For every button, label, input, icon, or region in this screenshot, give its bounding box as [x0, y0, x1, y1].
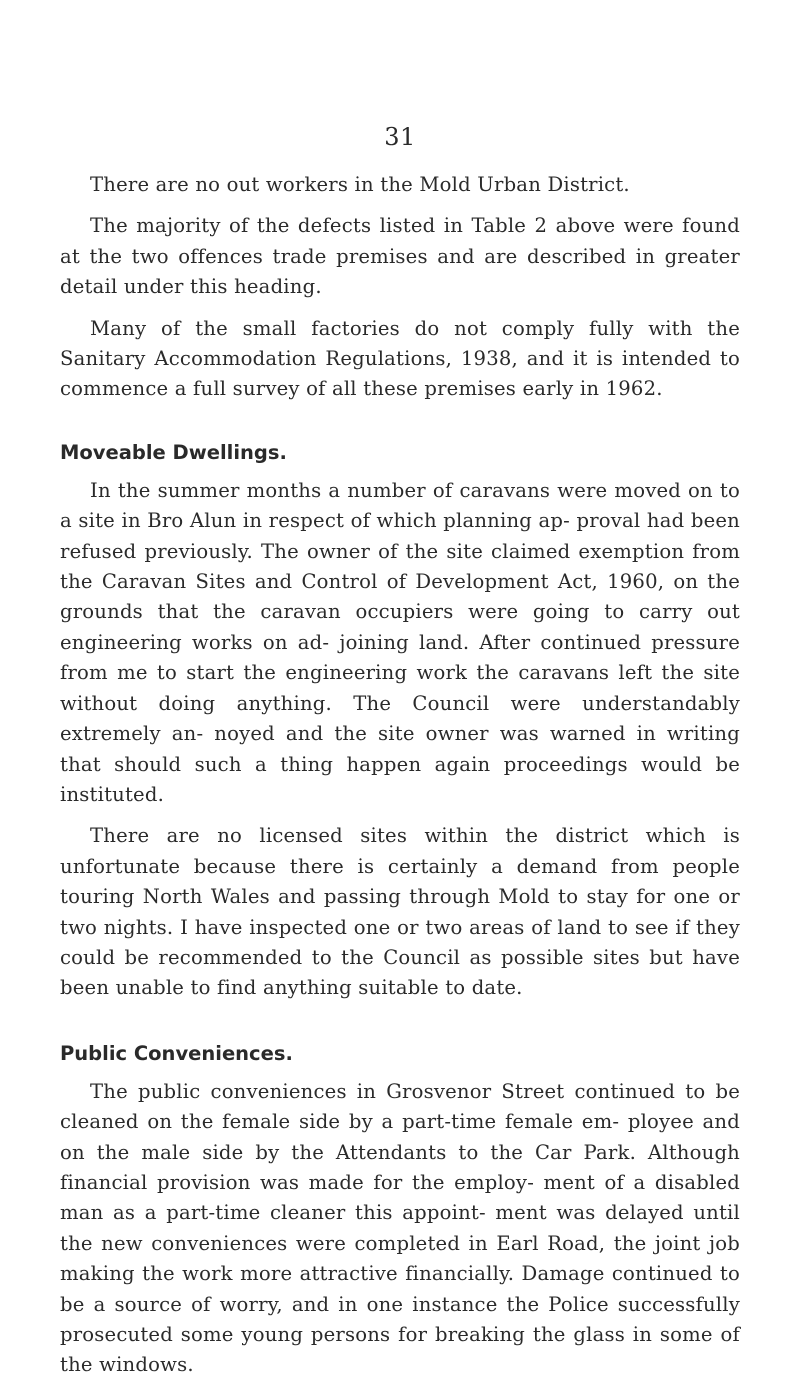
public-conveniences-paragraph-1: The public conveniences in Grosvenor Street continued to be cleaned on the female side by a part-time female em- ployee and on the male side by the Attendants to the Car Park. Although financial provision was made for the employ- ment of a disabled man as a part-time cleaner this appoint- ment was delayed until the new conveniences were completed in Earl Road, the joint job making the work more attractive financially. Damage continued to be a source of worry, and in one instance the Police successfully prosecuted some young persons for breaking the glass in some of the windows. [60, 1079, 740, 1377]
moveable-dwellings-paragraph-2: There are no licensed sites within the district which is unfortunate because there is certainly a demand from people touring North Wales and passing through Mold to stay for one or two nights. I have inspected one or two areas of land to see if they could be recommended to the Council as possible sites but have been unable to find anything suitable to date. [60, 824, 740, 1000]
intro-paragraph-2: The majority of the defects listed in Table 2 above were found at the two offences trade premises and are described in greater detail under this heading. [60, 214, 740, 299]
section-heading-public-conveniences: Public Conveniences. [60, 1041, 293, 1065]
moveable-dwellings-paragraph-1: In the summer months a number of caravans were moved on to a site in Bro Alun in respect of which planning ap- proval had been refused previously. The owner of the site claimed exemption from the Caravan Sites and Control of Development Act, 1960, on the grounds that the caravan occupiers were going to carry out engineering works on ad- joining land. After continued pressure from me to start the engineering work the caravans left the site without doing anything. The Council were understandably extremely an- noyed and the site owner was warned in writing that should such a thing happen again proceedings would be instituted. [60, 478, 740, 806]
document-body [60, 170, 740, 1381]
intro-paragraph-1: There are no out workers in the Mold Urban District. [90, 173, 630, 196]
page-number: 31 [384, 123, 416, 151]
section-heading-moveable-dwellings: Moveable Dwellings. [60, 440, 287, 464]
intro-paragraph-3: Many of the small factories do not comply fully with the Sanitary Accommodation Regulations, 1938, and it is intended to commence a full survey of all these premises early in 1962. [60, 316, 740, 401]
